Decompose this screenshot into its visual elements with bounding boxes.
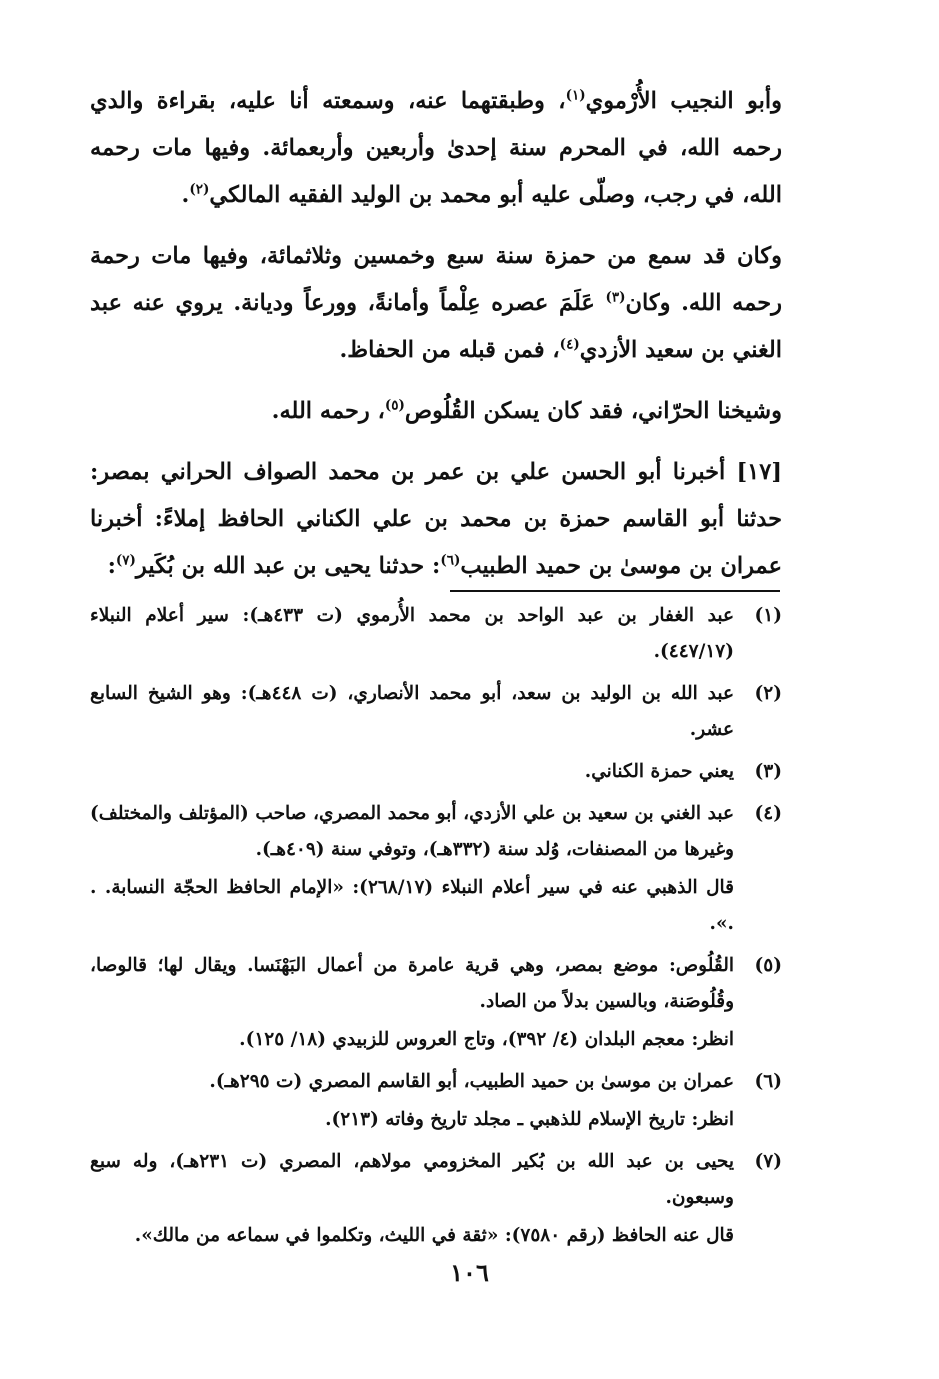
paragraph-1-text: وأبو النجيب الأُرْموي	[585, 88, 782, 114]
footnote-6	[90, 1064, 782, 1138]
footnote-text: يعني حمزة الكناني.	[584, 761, 734, 782]
footnote-ref-3: (٣)	[605, 289, 626, 306]
footnote-number: (٤)	[754, 803, 782, 824]
footnote-number: (٢)	[754, 683, 782, 704]
paragraph-4-text: :	[107, 553, 116, 579]
footnote-number: (٥)	[754, 955, 782, 976]
footnote-ref-6: (٦)	[440, 552, 461, 569]
paragraph-1-text: .	[181, 182, 190, 208]
page-number: ١٠٦	[450, 1258, 489, 1287]
footnote-text: عبد الله بن الوليد بن سعد، أبو محمد الأنصاري، (ت ٤٤٨هـ): وهو الشيخ السابع عشر.	[90, 683, 734, 740]
footnote-body	[90, 598, 734, 670]
footnote-text: عمران بن موسىٰ بن حميد الطبيب، أبو القاسم المصري (ت ٢٩٥هـ).	[209, 1071, 734, 1092]
footnote-body	[90, 1064, 734, 1138]
paragraph-4	[90, 449, 782, 590]
footnote-ref-2: (٢)	[189, 181, 210, 198]
footnote-ref-7: (٧)	[115, 552, 136, 569]
paragraph-2-text: ، فمن قبله من الحفاظ.	[339, 337, 560, 363]
footnote-1	[90, 598, 782, 670]
footnote-body	[90, 796, 734, 942]
paragraph-3	[90, 388, 782, 435]
paragraph-1	[90, 78, 782, 219]
footnote-ref-5: (٥)	[384, 397, 405, 414]
footnote-text: عبد الغفار بن عبد الواحد بن محمد الأُرموي (ت ٤٣٣هـ): سير أعلام النبلاء (٤٤٧/١٧).	[90, 605, 734, 662]
paragraph-2	[90, 233, 782, 374]
footnote-body	[90, 1144, 734, 1254]
paragraph-3-text: وشيخنا الحرّاني، فقد كان يسكن القُلُوص	[404, 398, 782, 424]
footnote-5	[90, 948, 782, 1058]
footnote-extra: قال عنه الحافظ (رقم ٧٥٨٠): «ثقة في الليث، وتكلموا في سماعه من مالك».	[134, 1225, 734, 1246]
paragraph-4-text: : حدثنا يحيى بن عبد الله بن بُكَير	[135, 553, 441, 579]
footnote-separator	[450, 590, 780, 592]
paragraph-2-text: عَلَمَ عصره عِلْماً وأمانةً، وورعاً وديانة. يروي عنه عبد الغني بن سعيد الأزدي	[90, 290, 782, 363]
footnote-2	[90, 676, 782, 748]
footnote-text: يحيى بن عبد الله بن بُكير المخزومي مولاهم، المصري (ت ٢٣١هـ)، وله سبع وسبعون.	[90, 1151, 734, 1208]
paragraph-3-text: ، رحمه الله.	[271, 398, 385, 424]
main-text	[90, 78, 782, 604]
footnote-7	[90, 1144, 782, 1254]
footnote-text: عبد الغني بن سعيد بن علي الأزدي، أبو محمد المصري، صاحب (المؤتلف والمختلف) وغيرها من المصنفات، وُلد سنة (٣٣٢هـ)، وتوفي سنة (٤٠٩هـ).	[90, 803, 734, 860]
footnote-body	[90, 754, 734, 790]
footnote-body	[90, 676, 734, 748]
footnote-4	[90, 796, 782, 942]
footnote-3	[90, 754, 782, 790]
footnote-ref-4: (٤)	[559, 336, 580, 353]
footnote-number: (٣)	[754, 761, 782, 782]
paragraph-1-text: ، وطبقتهما عنه، وسمعته أنا عليه، بقراءة والدي رحمه الله، في المحرم سنة إحدىٰ وأربعين وأربعمائة. وفيها مات رحمه الله، في رجب، وصلّى عليه أبو محمد بن الوليد الفقيه المالكي	[90, 88, 782, 208]
footnote-number: (٦)	[754, 1071, 782, 1092]
footnote-body	[90, 948, 734, 1058]
footnotes	[90, 598, 782, 1260]
footnote-extra: انظر: تاريخ الإسلام للذهبي ـ مجلد تاريخ وفاته (٢١٣).	[325, 1109, 734, 1130]
footnote-ref-1: (١)	[565, 87, 586, 104]
footnote-number: (٧)	[754, 1151, 782, 1172]
footnote-number: (١)	[754, 605, 782, 626]
footnote-text: القُلُوص: موضع بمصر، وهي قرية عامرة من أعمال البَهْنَسا. ويقال لها؛ قالوصا، وقُلُوصَنة، وبالسين بدلاً من الصاد.	[90, 955, 734, 1012]
paragraph-4-text: [١٧] أخبرنا أبو الحسن علي بن عمر بن محمد الصواف الحراني بمصر: حدثنا أبو القاسم حمزة بن محمد بن علي الكناني الحافظ إملاءً: أخبرنا عمران بن موسىٰ بن حميد الطبيب	[90, 459, 782, 579]
paragraph-2-text: وكان قد سمع من حمزة سنة سبع وخمسين وثلاثمائة، وفيها مات رحمة رحمه الله. وكان	[90, 243, 782, 316]
footnote-extra: قال الذهبي عنه في سير أعلام النبلاء (٢٦٨/١٧): «الإمام الحافظ الحجّة النسابة. . .».	[90, 877, 734, 934]
footnote-extra: انظر: معجم البلدان (٤/ ٣٩٢)، وتاج العروس للزبيدي (١٨/ ١٢٥).	[239, 1029, 734, 1050]
